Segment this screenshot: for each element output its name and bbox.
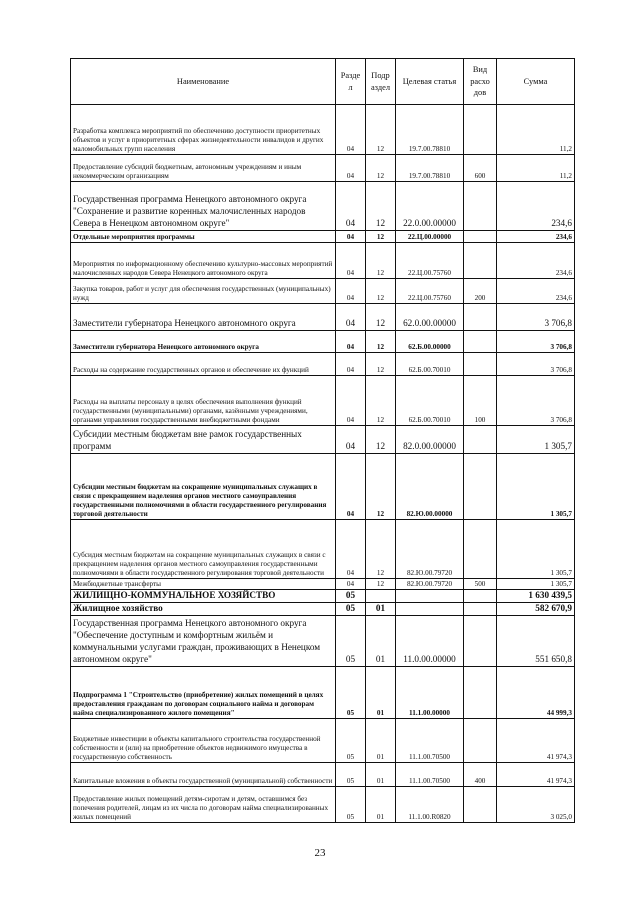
table-row	[71, 426, 575, 454]
row-sum: 1 305,7	[497, 454, 575, 520]
budget-table	[70, 58, 575, 823]
row-vid	[464, 304, 497, 331]
table-row	[71, 719, 575, 763]
row-podrazdel: 12	[366, 426, 396, 454]
row-article: 19.7.00.78810	[396, 105, 464, 155]
row-sum: 3 706,8	[497, 331, 575, 353]
row-article: 22.Ц.00.75760	[396, 243, 464, 279]
row-sum: 234,6	[497, 182, 575, 231]
row-name: Капитальные вложения в объекты государственной (муниципальной) собственности	[71, 763, 336, 787]
row-podrazdel: 01	[366, 616, 396, 667]
table-row	[71, 243, 575, 279]
row-name: Предоставление жилых помещений детям-сиротам и детям, оставшимся без попечения родителей, лицам из их числа по договорам найма специализированных жилых помещений	[71, 787, 336, 823]
row-vid	[464, 105, 497, 155]
row-article: 22.Ц.00.75760	[396, 279, 464, 304]
table-row	[71, 182, 575, 231]
row-sum: 41 974,3	[497, 763, 575, 787]
row-article: 82.0.00.00000	[396, 426, 464, 454]
row-sum: 41 974,3	[497, 719, 575, 763]
row-podrazdel: 01	[366, 603, 396, 616]
row-sum: 3 706,8	[497, 353, 575, 376]
row-sum: 3 025,0	[497, 787, 575, 823]
row-article: 82.Ю.00.00000	[396, 454, 464, 520]
table-row	[71, 590, 575, 603]
row-article: 11.1.00.R0820	[396, 787, 464, 823]
row-vid	[464, 182, 497, 231]
table-row	[71, 520, 575, 579]
row-sum: 11,2	[497, 105, 575, 155]
row-sum: 1 305,7	[497, 426, 575, 454]
row-article: 11.0.00.00000	[396, 616, 464, 667]
row-name: Субсидии местным бюджетам вне рамок государственных программ	[71, 426, 336, 454]
row-razdel: 04	[336, 231, 366, 243]
row-razdel: 04	[336, 105, 366, 155]
row-podrazdel: 12	[366, 353, 396, 376]
table-row	[71, 454, 575, 520]
row-podrazdel	[366, 590, 396, 603]
row-podrazdel: 12	[366, 304, 396, 331]
row-name: Отдельные мероприятия программы	[71, 231, 336, 243]
row-article: 82.Ю.00.79720	[396, 579, 464, 590]
row-vid	[464, 454, 497, 520]
row-name: Расходы на выплаты персоналу в целях обеспечения выполнения функций государственными (муниципальными) органами, казёнными учреждениями, органами управления государственными внебюджетными фондами	[71, 376, 336, 426]
row-sum: 3 706,8	[497, 304, 575, 331]
row-vid	[464, 616, 497, 667]
row-vid	[464, 426, 497, 454]
table-row	[71, 279, 575, 304]
row-razdel: 04	[336, 331, 366, 353]
row-vid	[464, 243, 497, 279]
row-vid	[464, 590, 497, 603]
row-sum: 234,6	[497, 231, 575, 243]
row-podrazdel: 12	[366, 520, 396, 579]
row-sum: 551 650,8	[497, 616, 575, 667]
row-podrazdel: 12	[366, 454, 396, 520]
row-name: Субсидия местным бюджетам на сокращение муниципальных служащих в связи с прекращением наделения органов местного самоуправления государственными полномочиями в области государственного регулирования торговой деятельности	[71, 520, 336, 579]
row-article: 82.Ю.00.79720	[396, 520, 464, 579]
table-row	[71, 579, 575, 590]
table-row	[71, 376, 575, 426]
table-row	[71, 331, 575, 353]
row-article: 22.0.00.00000	[396, 182, 464, 231]
row-name: Мероприятия по информационному обеспечению культурно-массовых мероприятий малочисленных народов Севера Ненецкого автономного округа	[71, 243, 336, 279]
row-article: 62.Б.00.70010	[396, 353, 464, 376]
row-razdel: 04	[336, 304, 366, 331]
row-vid: 100	[464, 376, 497, 426]
row-podrazdel: 01	[366, 719, 396, 763]
row-name: Расходы на содержание государственных органов и обеспечение их функций	[71, 353, 336, 376]
header-sum: Сумма	[497, 59, 575, 105]
header-podrazdel: Подр аздел	[366, 59, 396, 105]
row-podrazdel: 12	[366, 105, 396, 155]
row-article: 62.Б.00.70010	[396, 376, 464, 426]
row-razdel: 04	[336, 182, 366, 231]
header-article: Целевая статья	[396, 59, 464, 105]
row-podrazdel: 12	[366, 155, 396, 182]
row-razdel: 04	[336, 353, 366, 376]
row-vid	[464, 231, 497, 243]
row-name: Предоставление субсидий бюджетным, автономным учреждениям и иным некоммерческим организациям	[71, 155, 336, 182]
row-sum: 1 630 439,5	[497, 590, 575, 603]
row-razdel: 04	[336, 279, 366, 304]
row-article: 11.1.00.00000	[396, 667, 464, 719]
row-razdel: 04	[336, 426, 366, 454]
table-row	[71, 105, 575, 155]
row-vid	[464, 331, 497, 353]
row-razdel: 04	[336, 520, 366, 579]
row-name: Заместители губернатора Ненецкого автономного округа	[71, 331, 336, 353]
row-name: Межбюджетные трансферты	[71, 579, 336, 590]
row-vid	[464, 353, 497, 376]
table-row	[71, 603, 575, 616]
row-article: 19.7.00.78810	[396, 155, 464, 182]
table-row	[71, 155, 575, 182]
row-podrazdel: 12	[366, 279, 396, 304]
row-razdel: 05	[336, 590, 366, 603]
row-vid	[464, 603, 497, 616]
row-article: 22.Ц.00.00000	[396, 231, 464, 243]
row-sum: 11,2	[497, 155, 575, 182]
table-row	[71, 616, 575, 667]
table-row	[71, 787, 575, 823]
row-vid: 600	[464, 155, 497, 182]
row-razdel: 04	[336, 243, 366, 279]
row-podrazdel: 12	[366, 331, 396, 353]
row-vid	[464, 667, 497, 719]
row-podrazdel: 12	[366, 182, 396, 231]
row-razdel: 05	[336, 719, 366, 763]
row-razdel: 05	[336, 667, 366, 719]
row-article: 62.0.00.00000	[396, 304, 464, 331]
page-number: 23	[314, 847, 326, 859]
header-razdel: Разде л	[336, 59, 366, 105]
row-vid	[464, 719, 497, 763]
row-podrazdel: 12	[366, 579, 396, 590]
row-article: 11.1.00.70500	[396, 763, 464, 787]
row-razdel: 04	[336, 376, 366, 426]
header-row	[71, 59, 575, 105]
row-name: Бюджетные инвестиции в объекты капитального строительства государственной собственности и (или) на приобретение объектов недвижимого имущества в государственную собственность	[71, 719, 336, 763]
row-sum: 234,6	[497, 243, 575, 279]
row-name: ЖИЛИЩНО-КОММУНАЛЬНОЕ ХОЗЯЙСТВО	[71, 590, 336, 603]
header-name: Наименование	[71, 59, 336, 105]
row-sum: 234,6	[497, 279, 575, 304]
row-podrazdel: 01	[366, 667, 396, 719]
row-sum: 1 305,7	[497, 520, 575, 579]
table-row	[71, 667, 575, 719]
table-row	[71, 304, 575, 331]
header-vid: Вид расхо дов	[464, 59, 497, 105]
row-name: Разработка комплекса мероприятий по обеспечению доступности приоритетных объектов и услуг в приоритетных сферах жизнедеятельности инвалидов и других маломобильных групп населения	[71, 105, 336, 155]
row-razdel: 05	[336, 763, 366, 787]
row-podrazdel: 01	[366, 763, 396, 787]
row-sum: 3 706,8	[497, 376, 575, 426]
row-article	[396, 603, 464, 616]
row-name: Государственная программа Ненецкого автономного округа "Сохранение и развитие коренных малочисленных народов Севера в Ненецком автономном округе"	[71, 182, 336, 231]
row-sum: 44 999,3	[497, 667, 575, 719]
row-vid: 400	[464, 763, 497, 787]
budget-sheet	[70, 58, 575, 823]
row-podrazdel: 12	[366, 231, 396, 243]
row-razdel: 05	[336, 603, 366, 616]
row-vid	[464, 787, 497, 823]
row-vid: 200	[464, 279, 497, 304]
row-sum: 1 305,7	[497, 579, 575, 590]
row-name: Жилищное хозяйство	[71, 603, 336, 616]
row-article: 62.Б.00.00000	[396, 331, 464, 353]
table-row	[71, 231, 575, 243]
row-razdel: 05	[336, 616, 366, 667]
table-row	[71, 353, 575, 376]
row-vid	[464, 520, 497, 579]
row-article	[396, 590, 464, 603]
row-podrazdel: 12	[366, 376, 396, 426]
row-podrazdel: 01	[366, 787, 396, 823]
row-podrazdel: 12	[366, 243, 396, 279]
row-name: Субсидии местным бюджетам на сокращение муниципальных служащих в связи с прекращением наделения органов местного самоуправления государственными полномочиями в области государственного регулирования торговой деятельности	[71, 454, 336, 520]
row-name: Закупка товаров, работ и услуг для обеспечения государственных (муниципальных) нужд	[71, 279, 336, 304]
row-name: Подпрограмма 1 "Строительство (приобретение) жилых помещений в целях предоставления гражданам по договорам социального найма и договорам найма специализированного жилого помещения"	[71, 667, 336, 719]
table-row	[71, 763, 575, 787]
row-razdel: 05	[336, 787, 366, 823]
row-article: 11.1.00.70500	[396, 719, 464, 763]
row-name: Заместители губернатора Ненецкого автономного округа	[71, 304, 336, 331]
row-vid: 500	[464, 579, 497, 590]
row-razdel: 04	[336, 454, 366, 520]
row-sum: 582 670,9	[497, 603, 575, 616]
row-razdel: 04	[336, 155, 366, 182]
row-name: Государственная программа Ненецкого автономного округа "Обеспечение доступным и комфортным жильём и коммунальными услугами граждан, проживающих в Ненецком автономном округе"	[71, 616, 336, 667]
row-razdel: 04	[336, 579, 366, 590]
